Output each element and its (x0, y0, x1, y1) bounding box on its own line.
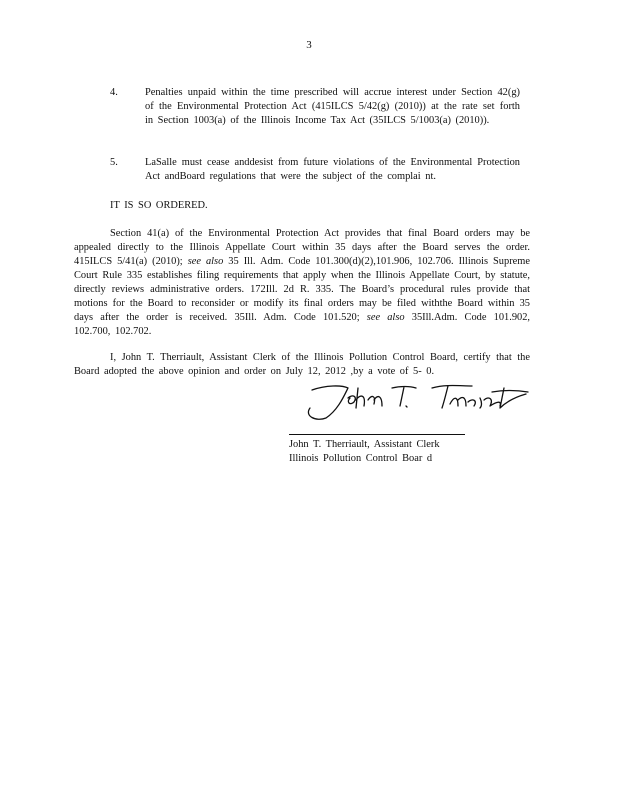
signature-line (289, 434, 465, 435)
page-number: 3 (306, 39, 312, 51)
see-also-citation: see also (187, 256, 224, 267)
item-number: 4. (110, 87, 118, 98)
signer-name-title: John T. Therriault, Assistant Clerk (289, 439, 440, 450)
item-number: 5. (110, 157, 118, 168)
handwritten-signature (292, 376, 532, 428)
order-item-4 (110, 86, 520, 128)
appeal-text-part1: Section 41(a) of the Environmental Protection Act provides that final Board orders may be appealed directly to the Illinois Appellate Court within 35 days after the Board serves the order. 415ILCS 5/41(a) (2010); (74, 228, 530, 267)
appeal-text-part3: 35Ill.Adm. Code 101.902, 102.700, 102.702. (74, 312, 531, 337)
order-item-5 (110, 156, 520, 184)
appeal-paragraph (74, 227, 530, 339)
item-text: LaSalle must cease anddesist from future violations of the Environmental Protection Act andBoard regulations that were the subject of the complai nt. (145, 157, 520, 182)
so-ordered-statement: IT IS SO ORDERED. (110, 200, 208, 211)
signer-board: Illinois Pollution Control Boar d (289, 453, 433, 464)
certification-paragraph: I, John T. Therriault, Assistant Clerk of the Illinois Pollution Control Board, certify that the Board adopted the above opinion and order on July 12, 2012 ,by a vote of 5- 0. (74, 352, 530, 377)
signer-block (289, 438, 440, 466)
see-also-citation: see also (366, 312, 405, 323)
item-text: Penalties unpaid within the time prescribed will accrue interest under Section 42(g) of the Environmental Protection Act (415ILCS 5/42(g) (2010)) at the rate set forth in Section 1003(a) of the Illinois Income Tax Act (35ILCS 5/1003(a) (2010)). (145, 87, 520, 126)
appeal-text-part2: 35 Ill. Adm. Code 101.300(d)(2),101.906, 102.706. Illinois Supreme Court Rule 335 establishes filing requirements that apply when the Illinois Appellate Court, by statute, directly reviews administrative orders. 172Ill. 2d R. 335. The Board’s procedural rules provide that motions for the Board to reconsider or modify its final orders may be filed withthe Board within 35 days after the order is received. 35Ill. Adm. Code 101.520; (74, 256, 530, 323)
